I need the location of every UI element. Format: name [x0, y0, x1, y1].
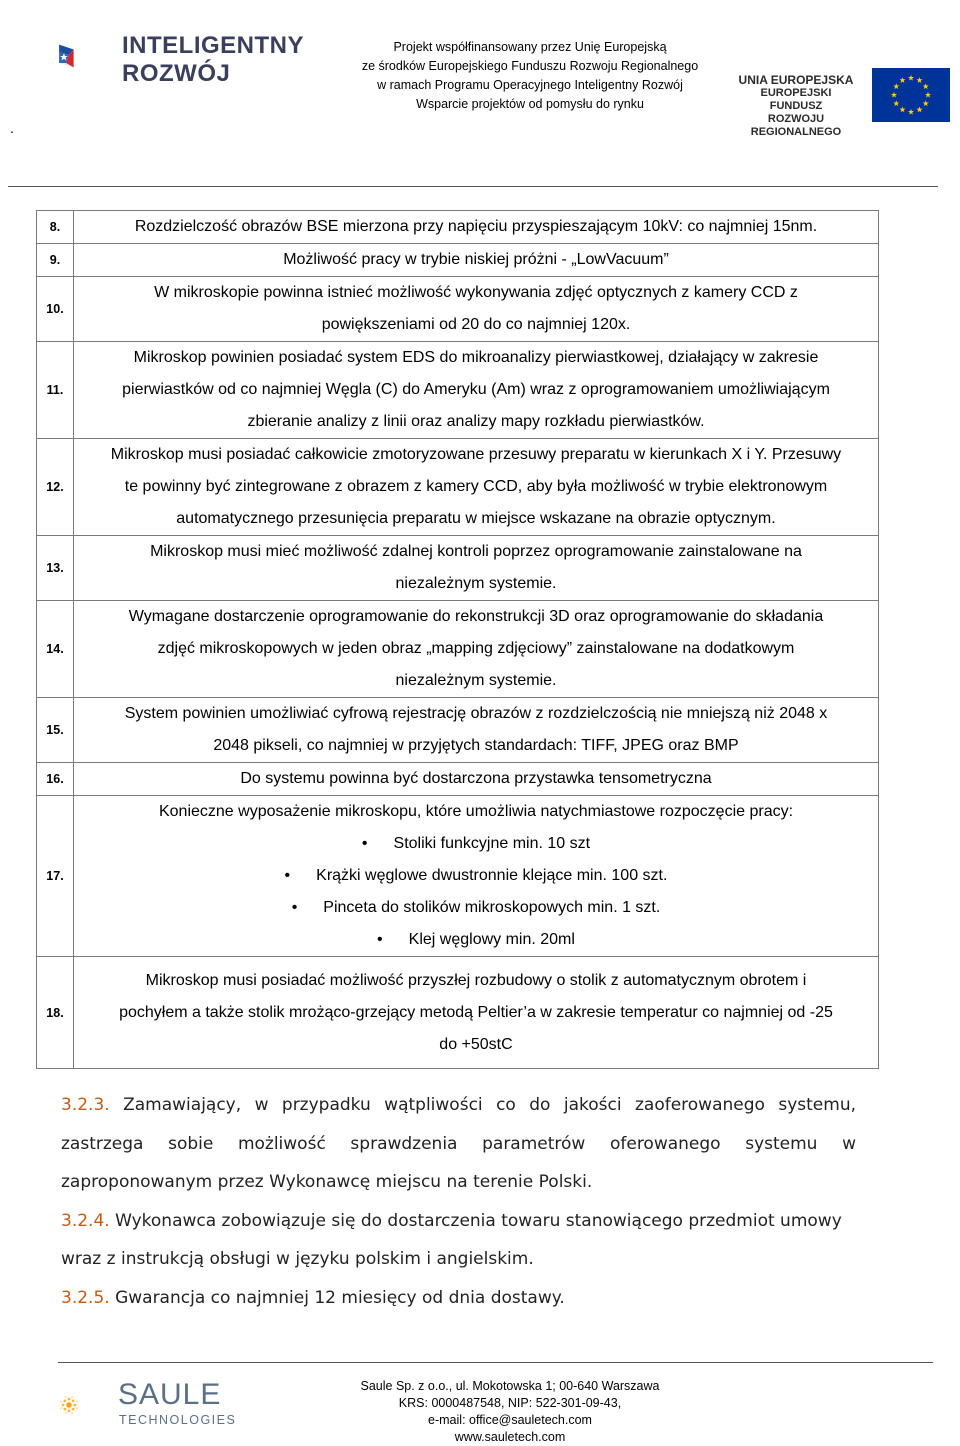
dot-mark: . — [10, 120, 14, 136]
eu-flag-icon — [872, 68, 950, 122]
description-line: te powinny być zintegrowane z obrazem z kamery CCD, aby była możliwość w trybie elektronowym — [124, 478, 828, 495]
page-header — [0, 0, 960, 190]
eu-wordmark — [736, 74, 856, 139]
description-line: powiększeniami od 20 do co najmniej 120x. — [321, 316, 631, 333]
header-divider — [8, 186, 938, 187]
equipment-item: • Stoliki funkcyjne min. 10 szt — [74, 828, 878, 860]
company-email: e-mail: office@sauletech.com — [428, 1413, 592, 1427]
row-number: 14. — [37, 601, 74, 698]
table-row — [37, 536, 879, 601]
description-line: Do systemu powinna być dostarczona przystawka tensometryczna — [240, 770, 712, 787]
row-description — [74, 763, 879, 796]
row-description — [74, 536, 879, 601]
equipment-list — [74, 828, 878, 956]
paragraph-text: zastrzega sobie możliwość sprawdzenia parametrów oferowanego systemu w — [61, 1133, 856, 1154]
row-description — [74, 211, 879, 244]
company-website: www.sauletech.com — [454, 1430, 566, 1444]
ir-emblem-icon — [58, 12, 120, 100]
description-line: 2048 pikseli, co najmniej w przyjętych standardach: TIFF, JPEG oraz BMP — [213, 737, 739, 754]
row-description — [74, 439, 879, 536]
ir-line2: ROZWÓJ — [122, 60, 231, 87]
paragraph-text: wraz z instrukcją obsługi w języku polskim i angielskim. — [61, 1249, 534, 1269]
saule-sub: TECHNOLOGIES — [119, 1413, 237, 1427]
row-description — [74, 698, 879, 763]
eu-line2: EUROPEJSKI FUNDUSZ — [760, 87, 832, 112]
project-line: Projekt współfinansowany przez Unię Europejską — [393, 40, 667, 54]
row-number: 16. — [37, 763, 74, 796]
paragraph-text: zaproponowanym przez Wykonawcę miejscu na terenie Polski. — [61, 1172, 593, 1192]
description-line: pochyłem a także stolik mrożąco-grzejący metodą Peltier’a w zakresie temperatur co najmniej od -25 — [119, 1003, 833, 1021]
paragraph-text: Zamawiający, w przypadku wątpliwości co do jakości zaoferowanego systemu, — [123, 1095, 856, 1115]
ir-wordmark — [122, 34, 304, 86]
table-row — [37, 957, 879, 1069]
paragraph-3-2-4 — [61, 1202, 856, 1241]
section-number: 3.2.3. — [61, 1095, 110, 1115]
project-line: Wsparcie projektów od pomysłu do rynku — [416, 97, 644, 111]
description-line: Mikroskop musi mieć możliwość zdalnej kontroli poprzez oprogramowanie zainstalowane na — [150, 543, 802, 560]
row-description — [74, 277, 879, 342]
description-line: W mikroskopie powinna istnieć możliwość wykonywania zdjęć optycznych z kamery CCD z — [154, 284, 798, 301]
row-description — [74, 796, 879, 957]
company-registration: KRS: 0000487548, NIP: 522-301-09-43, — [398, 1396, 622, 1410]
section-number: 3.2.4. — [61, 1210, 110, 1231]
table-row — [37, 211, 879, 244]
project-line: w ramach Programu Operacyjnego Inteligentny Rozwój — [377, 78, 683, 92]
section-number: 3.2.5. — [61, 1287, 110, 1308]
requirements-table — [36, 210, 879, 1069]
project-line: ze środków Europejskiego Funduszu Rozwoju Regionalnego — [361, 59, 699, 73]
description-line: Mikroskop musi posiadać całkowicie zmotoryzowane przesuwy preparatu w kierunkach X i Y. Przesuwy — [110, 446, 842, 463]
description-line: niezależnym systemie. — [395, 672, 557, 689]
description-line: System powinien umożliwiać cyfrową rejestrację obrazów z rozdzielczością nie mniejszą niż 2048 x — [124, 705, 828, 722]
table-row — [37, 601, 879, 698]
row-number: 13. — [37, 536, 74, 601]
row-number: 18. — [37, 957, 74, 1069]
table-row — [37, 763, 879, 796]
equipment-item: • Klej węglowy min. 20ml — [74, 924, 878, 956]
paragraph-3-2-3-line3 — [61, 1163, 856, 1202]
table-row — [37, 342, 879, 439]
terms-section — [61, 1086, 856, 1317]
table-row — [37, 796, 879, 957]
description-line: zbieranie analizy z linii oraz analizy mapy rozkładu pierwiastków. — [247, 413, 705, 430]
project-info — [350, 38, 710, 114]
eu-line3: ROZWOJU REGIONALNEGO — [750, 113, 842, 138]
equipment-item: • Krążki węglowe dwustronnie klejące min. 100 szt. — [74, 860, 878, 892]
row-number: 15. — [37, 698, 74, 763]
paragraph-3-2-3-line2 — [61, 1125, 856, 1164]
ir-line1: INTELIGENTNY — [122, 32, 305, 59]
requirements-table-body — [37, 211, 879, 1069]
table-row — [37, 277, 879, 342]
description-line: do +50stC — [439, 1035, 513, 1053]
description-line: automatycznego przesunięcia preparatu w miejsce wskazane na obrazie optycznym. — [176, 510, 776, 527]
row-description — [74, 601, 879, 698]
saule-name: SAULE — [118, 1378, 222, 1411]
paragraph-3-2-4-line2 — [61, 1240, 856, 1279]
row-number: 12. — [37, 439, 74, 536]
row-number: 8. — [37, 211, 74, 244]
row-number: 11. — [37, 342, 74, 439]
table-row — [37, 698, 879, 763]
row-description — [74, 342, 879, 439]
row-description — [74, 244, 879, 277]
sun-icon — [60, 1376, 112, 1434]
paragraph-3-2-3 — [61, 1086, 856, 1125]
company-info — [340, 1378, 680, 1446]
description-line: Rozdzielczość obrazów BSE mierzona przy napięciu przyspieszającym 10kV: co najmniej 15nm. — [134, 218, 818, 235]
description-line: niezależnym systemie. — [395, 575, 557, 592]
description-line: Konieczne wyposażenie mikroskopu, które umożliwia natychmiastowe rozpoczęcie pracy: — [158, 803, 794, 820]
company-address: Saule Sp. z o.o., ul. Mokotowska 1; 00-640 Warszawa — [360, 1379, 660, 1393]
equipment-item: • Pinceta do stolików mikroskopowych min. 1 szt. — [74, 892, 878, 924]
paragraph-text: Wykonawca zobowiązuje się do dostarczenia towaru stanowiącego przedmiot umowy — [115, 1210, 842, 1231]
paragraph-text: Gwarancja co najmniej 12 miesięcy od dnia dostawy. — [115, 1287, 565, 1308]
table-row — [37, 439, 879, 536]
description-line: Mikroskop powinien posiadać system EDS do mikroanalizy pierwiastkowej, działający w zakresie — [133, 349, 819, 366]
table-row — [37, 244, 879, 277]
description-line: zdjęć mikroskopowych w jeden obraz „mapping zdjęciowy” zainstalowane na dodatkowym — [157, 640, 795, 657]
description-line: Mikroskop musi posiadać możliwość przyszłej rozbudowy o stolik z automatycznym obrotem i — [145, 971, 807, 989]
eu-line1: UNIA EUROPEJSKA — [738, 73, 854, 87]
description-line: Możliwość pracy w trybie niskiej próżni - „LowVacuum” — [283, 251, 669, 268]
row-description — [74, 957, 879, 1069]
row-number: 10. — [37, 277, 74, 342]
description-line: Wymagane dostarczenie oprogramowanie do rekonstrukcji 3D oraz oprogramowanie do składania — [128, 608, 824, 625]
description-line: pierwiastków od co najmniej Węgla (C) do Ameryku (Am) wraz z oprogramowaniem umożliwiającym — [122, 381, 830, 398]
row-number: 17. — [37, 796, 74, 957]
paragraph-3-2-5 — [61, 1279, 856, 1318]
footer-divider — [58, 1362, 933, 1363]
row-number: 9. — [37, 244, 74, 277]
